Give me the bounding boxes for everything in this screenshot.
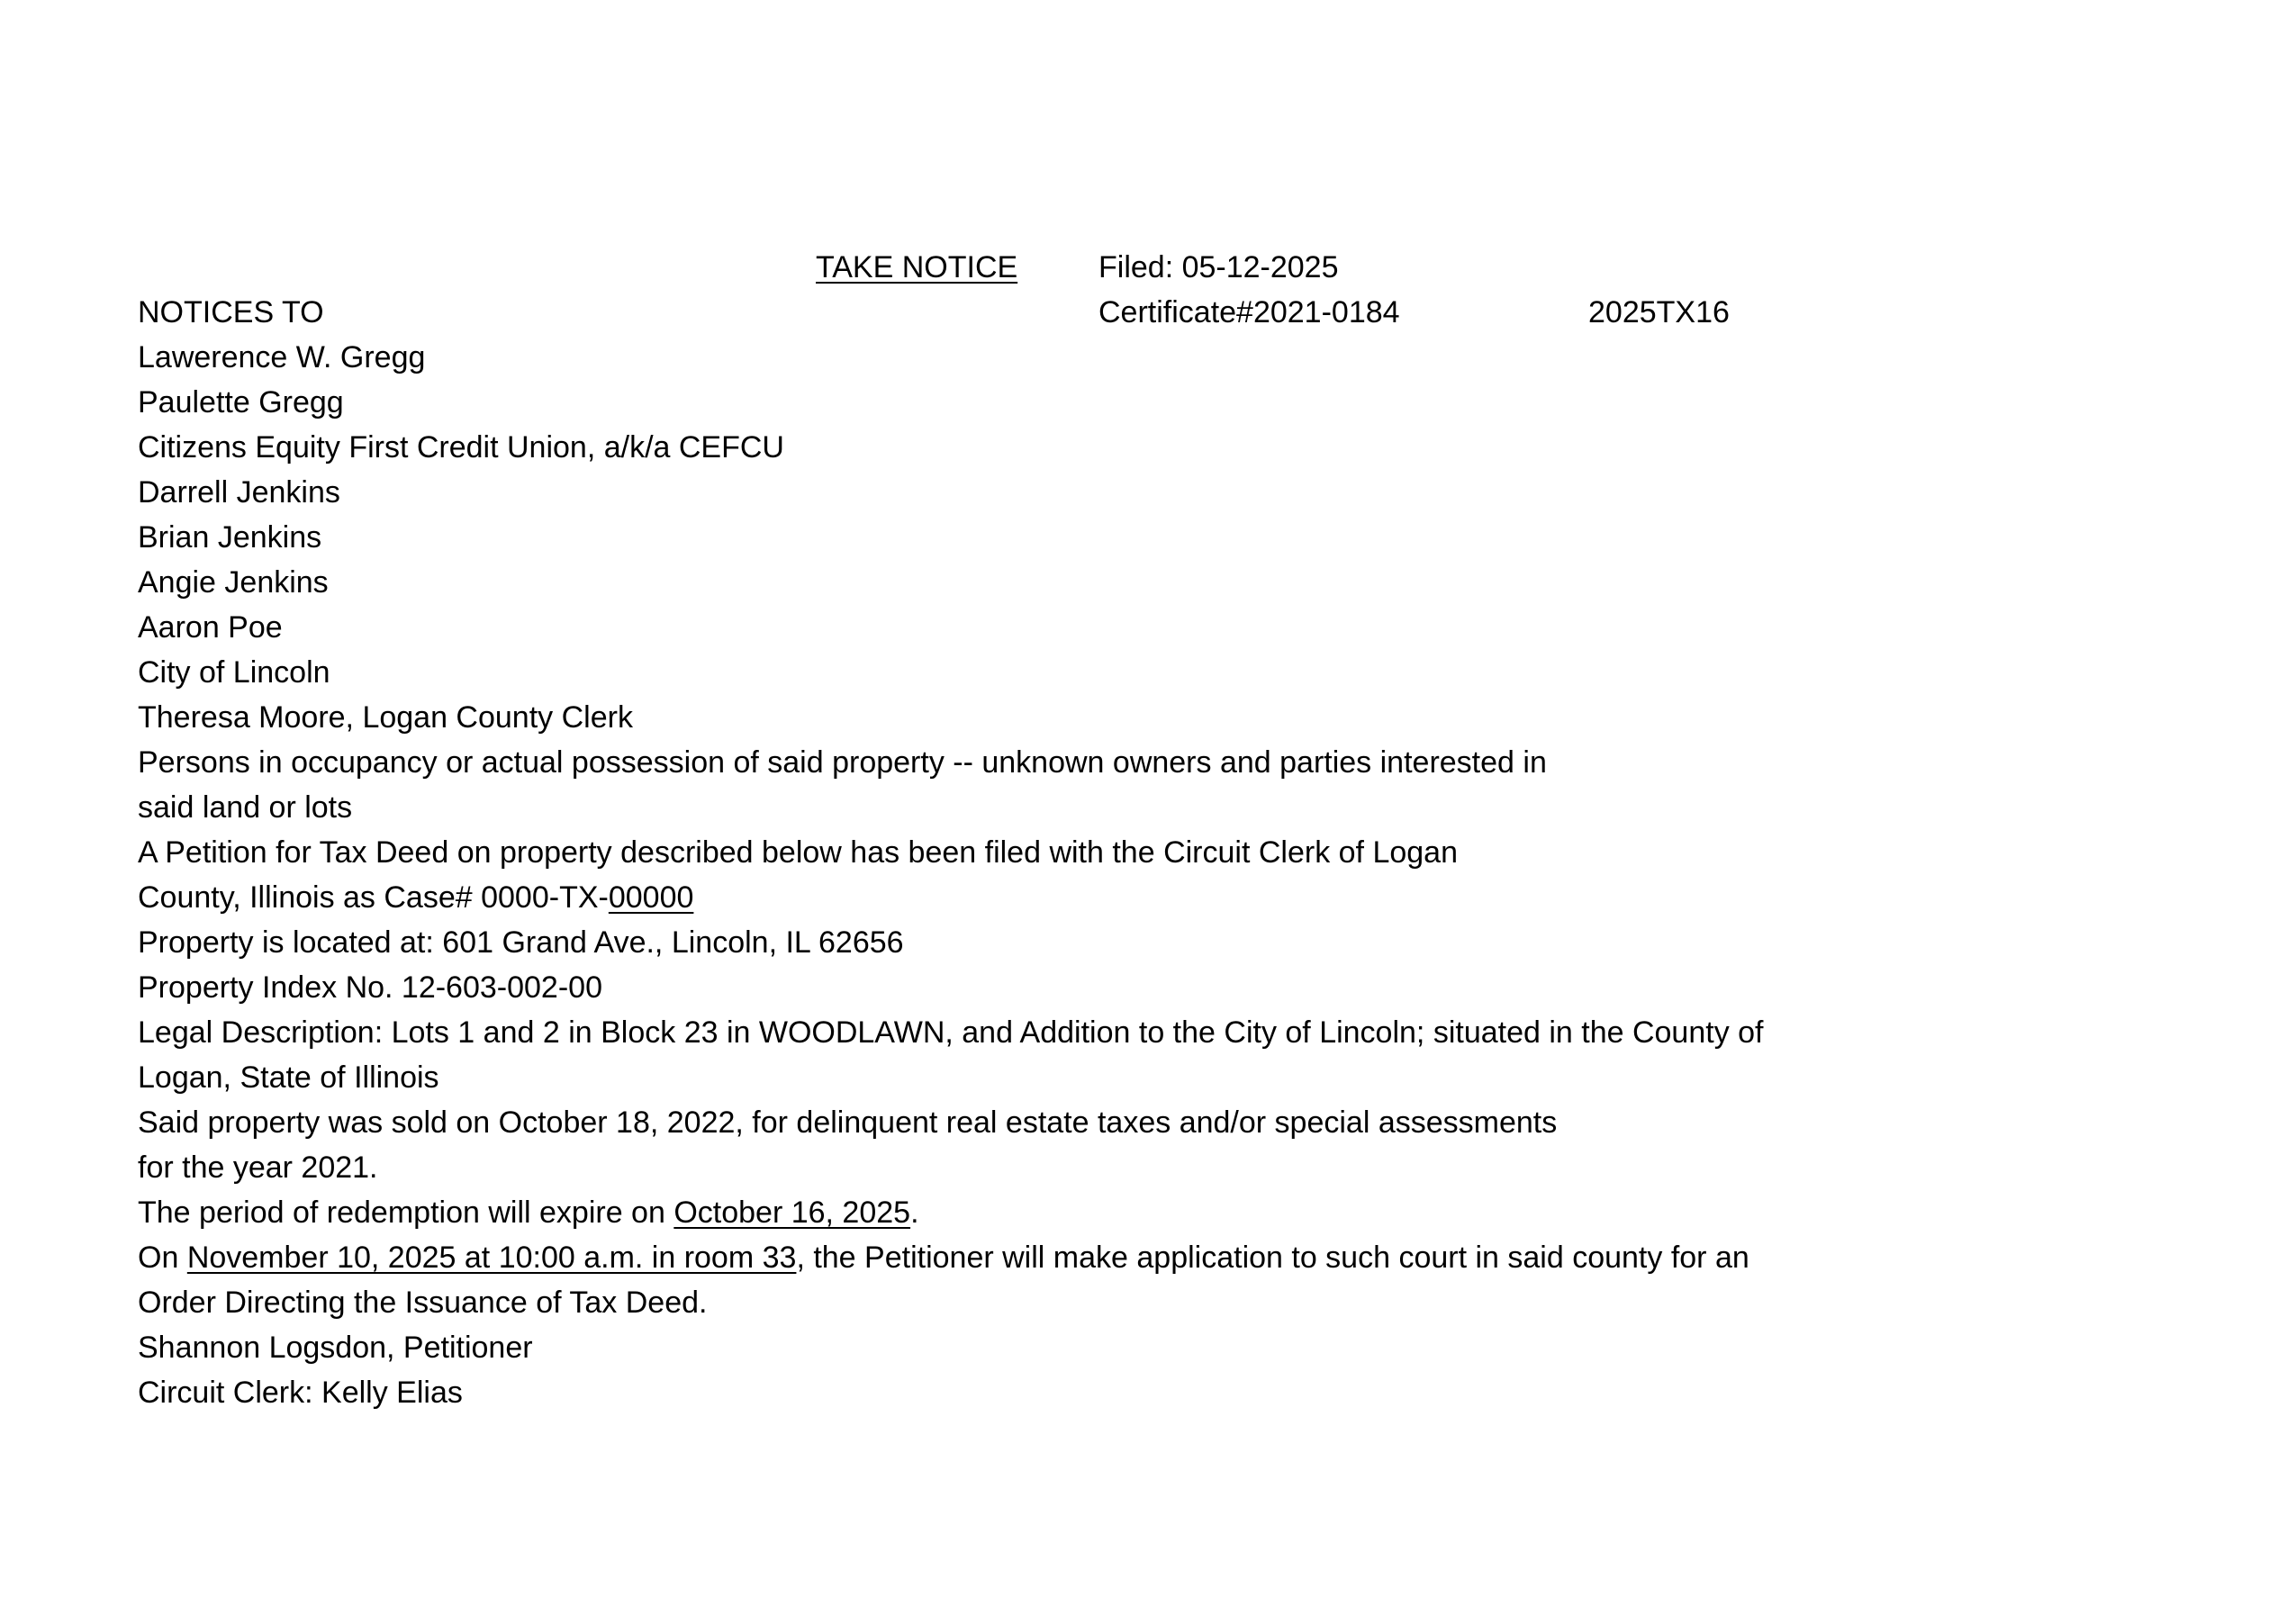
line-segment: Logan, State of Illinois — [138, 1060, 439, 1095]
line-segment: . — [910, 1195, 919, 1230]
line-segment: Brian Jenkins — [138, 520, 322, 555]
line-segment-underlined: October 16, 2025 — [673, 1195, 911, 1230]
line-segment: County, Illinois as Case# 0000-TX- — [138, 880, 609, 915]
document-line — [0, 1325, 2296, 1370]
document-line — [0, 1370, 2296, 1415]
document-lines — [0, 335, 2296, 1415]
case-number: 2025TX16 — [1588, 295, 1730, 329]
line-segment: Property is located at: 601 Grand Ave., Lincoln, IL 62656 — [138, 925, 904, 960]
line-segment: Shannon Logsdon, Petitioner — [138, 1331, 533, 1365]
document-line — [0, 515, 2296, 560]
line-segment: Aaron Poe — [138, 610, 283, 645]
line-segment: Citizens Equity First Credit Union, a/k/a CEFCU — [138, 430, 784, 465]
document-line — [0, 560, 2296, 605]
line-segment: Legal Description: Lots 1 and 2 in Block 23 in WOODLAWN, and Addition to the City of Lincoln; situated in the County of — [138, 1015, 1764, 1050]
document-line — [0, 335, 2296, 380]
document-line — [0, 920, 2296, 965]
line-segment: Paulette Gregg — [138, 385, 344, 420]
line-segment-underlined: 00000 — [608, 880, 694, 915]
line-segment: Persons in occupancy or actual possession of said property -- unknown owners and parties interested in — [138, 745, 1547, 780]
line-segment: , the Petitioner will make application to such court in said county for an — [796, 1241, 1749, 1275]
document-line — [0, 1055, 2296, 1100]
document-line — [0, 785, 2296, 830]
document-line — [0, 470, 2296, 515]
take-notice-title: TAKE NOTICE — [816, 250, 1018, 284]
document-line — [0, 1190, 2296, 1235]
document-line — [0, 965, 2296, 1010]
header-row-meta — [0, 290, 2296, 335]
document-line — [0, 695, 2296, 740]
document-line — [0, 1145, 2296, 1190]
notices-to-label: NOTICES TO — [138, 295, 324, 329]
line-segment: said land or lots — [138, 790, 353, 825]
line-segment: Said property was sold on October 18, 2022, for delinquent real estate taxes and/or special assessments — [138, 1105, 1558, 1140]
document-line — [0, 380, 2296, 425]
document-line — [0, 740, 2296, 785]
line-segment: Circuit Clerk: Kelly Elias — [138, 1376, 463, 1410]
document-line — [0, 1280, 2296, 1325]
line-segment: for the year 2021. — [138, 1150, 378, 1185]
document-line — [0, 425, 2296, 470]
line-segment: Theresa Moore, Logan County Clerk — [138, 700, 633, 735]
header-row-title — [0, 245, 2296, 290]
line-segment-underlined: November 10, 2025 at 10:00 a.m. in room 33 — [186, 1241, 797, 1275]
document-line — [0, 650, 2296, 695]
filed-date: Filed: 05-12-2025 — [1098, 250, 1339, 284]
document-content — [0, 245, 2296, 1415]
document-line — [0, 875, 2296, 920]
certificate-number: Certificate#2021-0184 — [1098, 295, 1400, 329]
line-segment: Property Index No. 12-603-002-00 — [138, 970, 602, 1005]
line-segment: Darrell Jenkins — [138, 475, 340, 510]
line-segment: A Petition for Tax Deed on property described below has been filed with the Circuit Clerk of Logan — [138, 835, 1458, 870]
line-segment: Order Directing the Issuance of Tax Deed. — [138, 1286, 708, 1320]
document-line — [0, 1100, 2296, 1145]
document-line — [0, 1010, 2296, 1055]
document-line — [0, 605, 2296, 650]
line-segment: City of Lincoln — [138, 655, 330, 690]
line-segment: Angie Jenkins — [138, 565, 329, 600]
document-line — [0, 830, 2296, 875]
document-line — [0, 1235, 2296, 1280]
line-segment: The period of redemption will expire on — [138, 1195, 674, 1230]
line-segment: Lawerence W. Gregg — [138, 340, 426, 374]
line-segment: On — [138, 1241, 187, 1275]
